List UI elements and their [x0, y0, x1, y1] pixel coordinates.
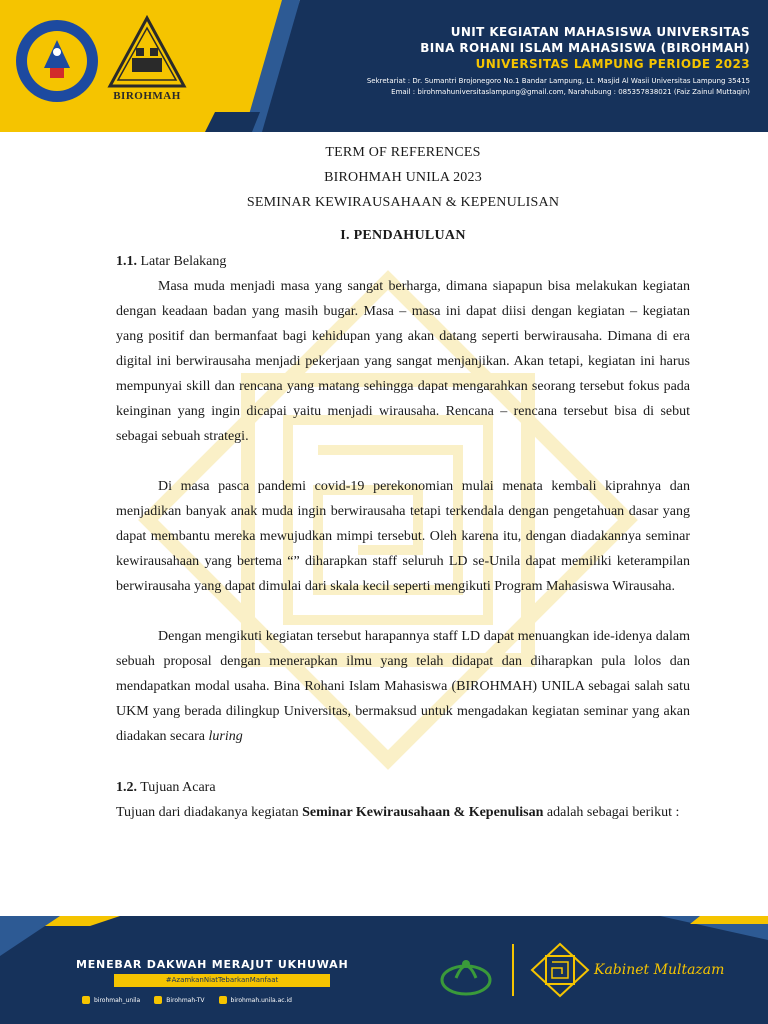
org-title-line3: UNIVERSITAS LAMPUNG PERIODE 2023 — [475, 57, 750, 71]
subsection-label: Tujuan Acara — [137, 780, 216, 795]
instagram-link[interactable] — [82, 996, 140, 1004]
globe-icon — [219, 996, 227, 1004]
letterhead-header — [0, 0, 768, 132]
doc-event-title: SEMINAR KEWIRAUSAHAAN & KEPENULISAN — [246, 195, 560, 210]
youtube-icon — [154, 996, 162, 1004]
paragraph-3-text: Dengan mengikuti kegiatan tersebut harapannya staff LD dapat menuangkan ide-idenya dalam sebuah proposal dengan menerapkan ilmu yang telah didapat dan diharapkan pula lolos dan mendapatkan modal usaha. Bina Rohani Islam Mahasiswa (BIROHMAH) UNILA sebagai salah satu UKM yang berada dilingkup Universitas, bermaksud untuk mengadakan kegiatan seminar yang akan diadakan secara — [116, 629, 690, 744]
org-title-line1: UNIT KEGIATAN MAHASISWA UNIVERSITAS — [450, 25, 750, 39]
footer-socials — [82, 996, 292, 1004]
paragraph-2: Di masa pasca pandemi covid-19 perekonomian mulai menata kembali kiprahnya dan menjadikan banyak anak muda ingin berwirausaha tetapi terkendala dengan pengetahuan dasar yang dapat membantu mereka mewujudkan mimpi tersebut. Oleh karena itu, dengan diadakannya seminar kewirausahaan yang bertema “” diharapkan staff seluruh LD se-Unila dapat memiliki keterampilan berwirausaha yang dapat dimulai dari skala kecil seperti mengikuti Program Mahasiswa Wirausaha. — [116, 479, 690, 594]
kabinet-name: Kabinet Multazam — [594, 962, 725, 978]
website-url: birohmah.unila.ac.id — [230, 996, 292, 1004]
unila-logo — [14, 18, 100, 104]
instagram-icon — [82, 996, 90, 1004]
footer-hashtag: #AzamkanNiatTebarkanManfaat — [114, 974, 330, 987]
subsection-latar-belakang — [116, 249, 690, 274]
secretariat-address: Sekretariat : Dr. Sumantri Brojonegoro No.1 Bandar Lampung, Lt. Masjid Al Wasii Universitas Lampung 35415 — [366, 77, 750, 85]
subsection-tujuan-acara — [116, 775, 690, 800]
birohmah-logo-text: BIROHMAH — [113, 90, 181, 102]
website-link[interactable] — [219, 996, 292, 1004]
instagram-handle: birohmah_unila — [94, 996, 141, 1004]
paragraph-4-pre: Tujuan dari diadakanya kegiatan — [116, 805, 303, 820]
section-heading-pendahuluan: I. PENDAHULUAN — [340, 228, 466, 243]
paragraph-4-event: Seminar Kewirausahaan & Kepenulisan — [302, 805, 544, 820]
organization-contact — [367, 76, 750, 98]
doc-title: TERM OF REFERENCES — [325, 145, 481, 160]
paragraph-3 — [116, 624, 690, 749]
paragraph-4 — [116, 800, 690, 825]
subsection-number: 1.2. — [116, 780, 137, 795]
footer-divider — [512, 944, 514, 996]
subsection-label: Latar Belakang — [137, 254, 227, 269]
org-title-line2: BINA ROHANI ISLAM MAHASISWA (BIROHMAH) — [420, 41, 750, 55]
paragraph-1: Masa muda menjadi masa yang sangat berharga, dimana siapapun bisa melakukan kegiatan dengan keadaan badan yang masih bugar. Masa – masa ini dapat diisi dengan kegiatan – kegiatan yang positif dan bermanfaat bagi kehidupan yang akan datang seperti berwirausaha. Dimana di era digital ini berwirausaha menjadi pekerjaan yang sangat menjanjikan. Akan tetapi, kegiatan ini harus mempunyai skill dan rencana yang matang sehingga dapat mengarahkan seorang tersebut fokus pada keinginan yang ingin dicapai yaitu menjadi wirausaha. Rencana – rencana tersebut bisa di sebut sebagai sebuah strategi. — [116, 279, 690, 444]
footer-slogan: MENEBAR DAKWAH MERAJUT UKHUWAH — [76, 958, 349, 971]
subsection-number: 1.1. — [116, 254, 137, 269]
kabinet-emblem — [530, 942, 590, 998]
doc-subtitle: BIROHMAH UNILA 2023 — [324, 170, 482, 185]
youtube-handle: Birohmah-TV — [166, 996, 205, 1004]
fslm-logo — [438, 950, 494, 996]
paragraph-4-post: adalah sebagai berikut : — [543, 805, 680, 820]
document-body — [116, 140, 690, 825]
contact-info: Email : birohmahuniversitaslampung@gmail.com, Narahubung : 085357838021 (Faiz Zainul Muttaqin) — [391, 88, 750, 96]
youtube-link[interactable] — [154, 996, 204, 1004]
paragraph-3-italic: luring — [208, 729, 243, 744]
organization-title — [420, 24, 750, 72]
